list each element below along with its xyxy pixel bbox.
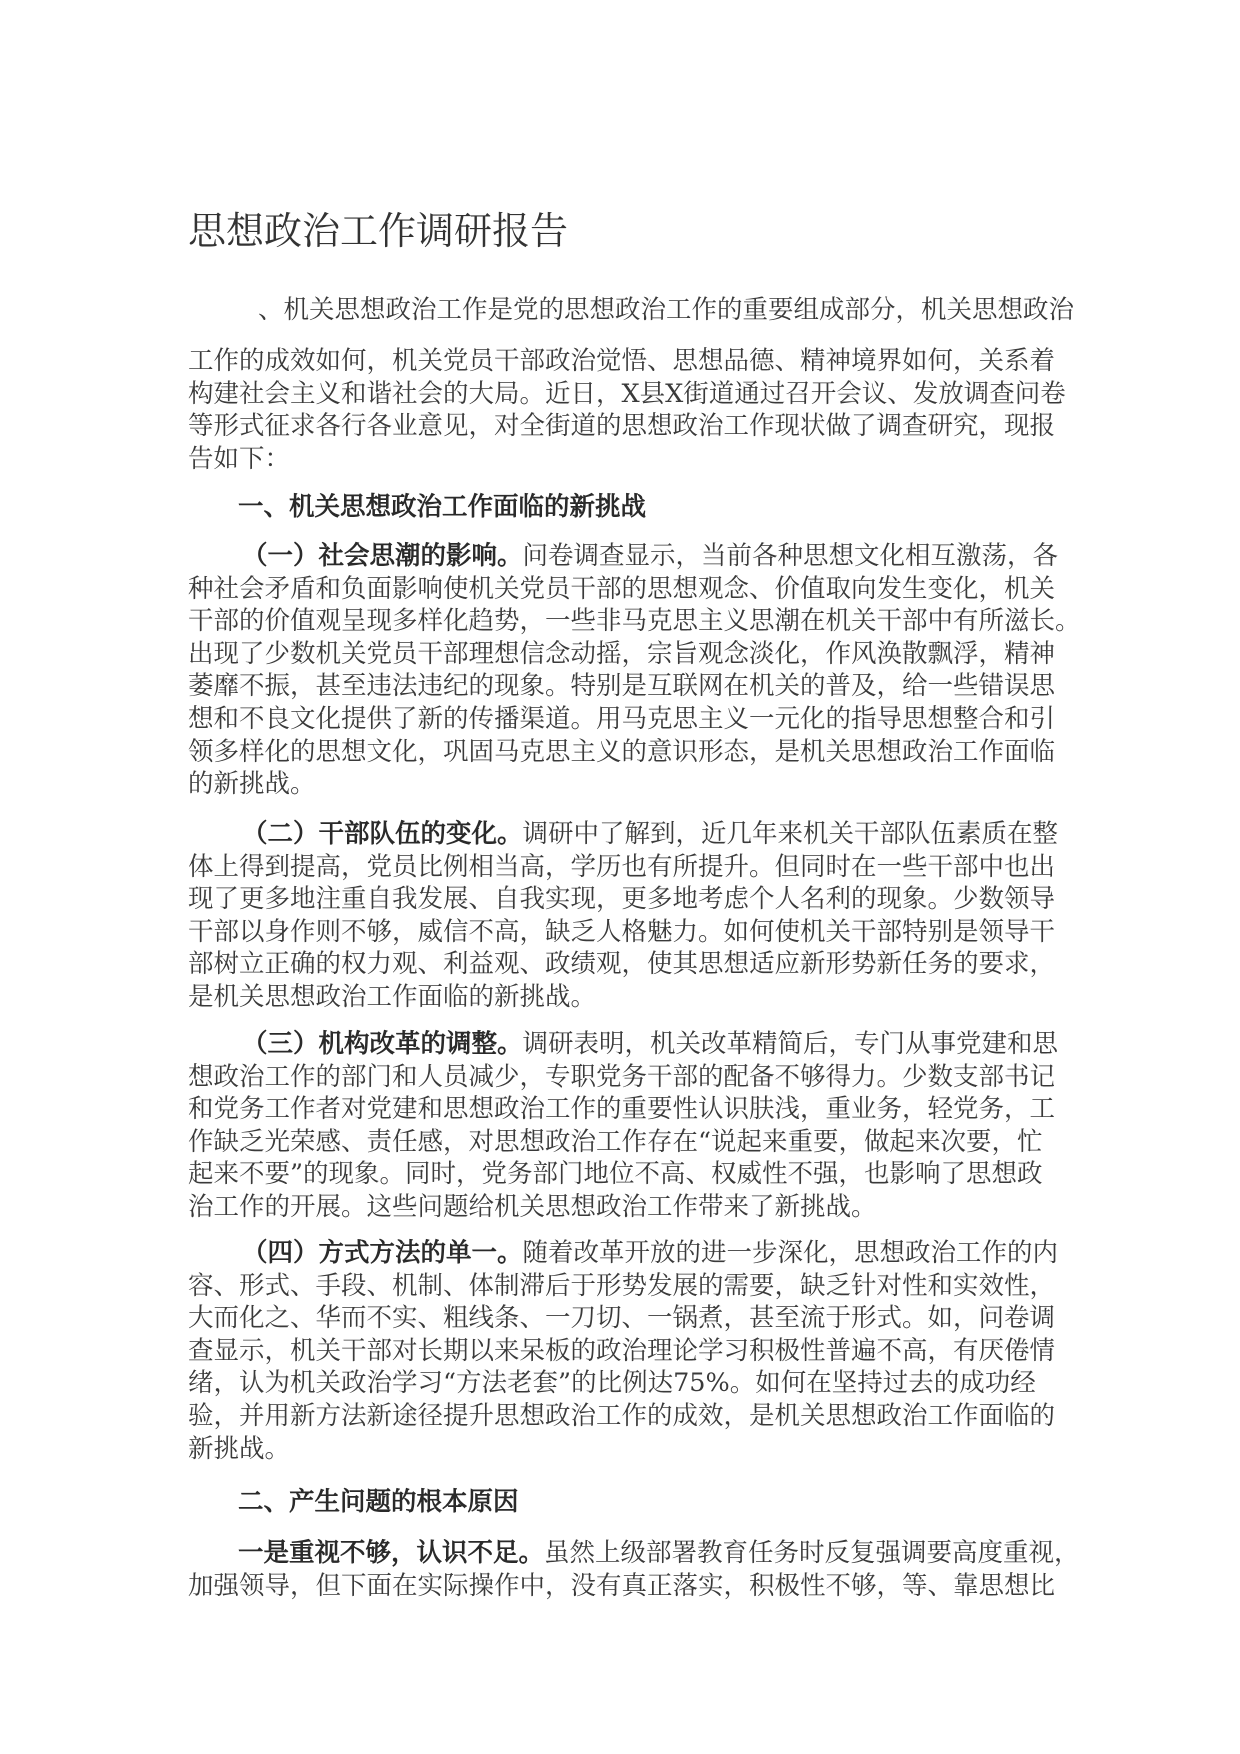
text-line: 随着改革开放的进一步深化，思想政治工作的内 <box>522 1238 1059 1268</box>
section-1-paragraph-1 <box>188 540 1088 801</box>
text-line: 验，并用新方法新途径提升思想政治工作的成效，是机关思想政治工作面临的 <box>188 1400 1056 1431</box>
paragraph-lead: （四）方式方法的单一。 <box>242 1238 523 1268</box>
text-line: 容、形式、手段、机制、体制滞后于形势发展的需要，缺乏针对性和实效性， <box>188 1270 1056 1301</box>
text-line: 领多样化的思想文化，巩固马克思主义的意识形态，是机关思想政治工作面临 <box>188 736 1056 767</box>
text-line: 加强领导，但下面在实际操作中，没有真正落实，积极性不够，等、靠思想比 <box>188 1570 1056 1601</box>
text-line: 、机关思想政治工作是党的思想政治工作的重要组成部分，机关思想政治 <box>258 295 1075 325</box>
text-line: 出现了少数机关党员干部理想信念动摇，宗旨观念淡化，作风涣散飘浮，精神 <box>188 638 1056 669</box>
text-line: 治工作的开展。这些问题给机关思想政治工作带来了新挑战。 <box>188 1191 877 1222</box>
text-line: 问卷调查显示，当前各种思想文化相互激荡，各 <box>522 541 1059 571</box>
section-2-heading <box>188 1486 1088 1519</box>
text-line: 大而化之、华而不实、粗线条、一刀切、一锅煮，甚至流于形式。如，问卷调 <box>188 1303 1056 1334</box>
text-line: 的新挑战。 <box>188 769 316 800</box>
section-1-paragraph-3 <box>188 1028 1088 1224</box>
heading-text: 一、机关思想政治工作面临的新挑战 <box>238 492 647 522</box>
intro-paragraph <box>188 294 1088 327</box>
text-line: 干部的价值观呈现多样化趋势，一些非马克思主义思潮在机关干部中有所滋长。 <box>188 606 1081 637</box>
document-title: 思想政治工作调研报告 <box>188 209 569 253</box>
text-line: 构建社会主义和谐社会的大局。近日，X县X街道通过召开会议、发放调查问卷 <box>188 378 1066 409</box>
text-line: 工作的成效如何，机关党员干部政治觉悟、思想品德、精神境界如何，关系着 <box>188 346 1056 376</box>
text-line: 种社会矛盾和负面影响使机关党员干部的思想观念、价值取向发生变化，机关 <box>188 573 1056 604</box>
text-line: 是机关思想政治工作面临的新挑战。 <box>188 981 597 1012</box>
text-line: 新挑战。 <box>188 1433 291 1464</box>
text-line: 想政治工作的部门和人员减少，专职党务干部的配备不够得力。少数支部书记 <box>188 1061 1056 1092</box>
text-line: 部树立正确的权力观、利益观、政绩观，使其思想适应新形势新任务的要求， <box>188 949 1056 980</box>
heading-text: 二、产生问题的根本原因 <box>238 1487 519 1517</box>
section-2-paragraph-1 <box>188 1537 1088 1602</box>
text-line: 调研中了解到，近几年来机关干部队伍素质在整 <box>522 819 1059 849</box>
text-line: 和党务工作者对党建和思想政治工作的重要性认识肤浅，重业务，轻党务，工 <box>188 1094 1056 1125</box>
paragraph-lead: （二）干部队伍的变化。 <box>242 819 523 849</box>
text-line: 起来不要”的现象。同时，党务部门地位不高、权威性不强，也影响了思想政 <box>188 1159 1043 1190</box>
text-line: 现了更多地注重自我发展、自我实现，更多地考虑个人名利的现象。少数领导 <box>188 884 1056 915</box>
text-line: 查显示，机关干部对长期以来呆板的政治理论学习积极性普遍不高，有厌倦情 <box>188 1335 1056 1366</box>
section-1-paragraph-2 <box>188 818 1088 1014</box>
paragraph-lead: （一）社会思潮的影响。 <box>242 541 523 571</box>
text-line: 调研表明，机关改革精简后，专门从事党建和思 <box>522 1029 1059 1059</box>
text-line: 告如下： <box>188 443 291 474</box>
text-line: 绪，认为机关政治学习“方法老套”的比例达75%。如何在坚持过去的成功经 <box>188 1368 1036 1399</box>
text-line: 虽然上级部署教育任务时反复强调要高度重视， <box>544 1538 1080 1568</box>
paragraph-lead: 一是重视不够，认识不足。 <box>238 1538 545 1568</box>
intro-paragraph-continued <box>188 345 1088 475</box>
text-line: 干部以身作则不够，威信不高，缺乏人格魅力。如何使机关干部特别是领导干 <box>188 916 1056 947</box>
section-1-paragraph-4 <box>188 1237 1088 1465</box>
text-line: 萎靡不振，甚至违法违纪的现象。特别是互联网在机关的普及，给一些错误思 <box>188 671 1056 702</box>
text-line: 作缺乏光荣感、责任感，对思想政治工作存在“说起来重要，做起来次要，忙 <box>188 1126 1043 1157</box>
text-line: 体上得到提高，党员比例相当高，学历也有所提升。但同时在一些干部中也出 <box>188 851 1056 882</box>
text-line: 等形式征求各行各业意见，对全街道的思想政治工作现状做了调查研究，现报 <box>188 411 1056 442</box>
text-line: 想和不良文化提供了新的传播渠道。用马克思主义一元化的指导思想整合和引 <box>188 703 1056 734</box>
section-1-heading <box>188 491 1088 524</box>
paragraph-lead: （三）机构改革的调整。 <box>242 1029 523 1059</box>
